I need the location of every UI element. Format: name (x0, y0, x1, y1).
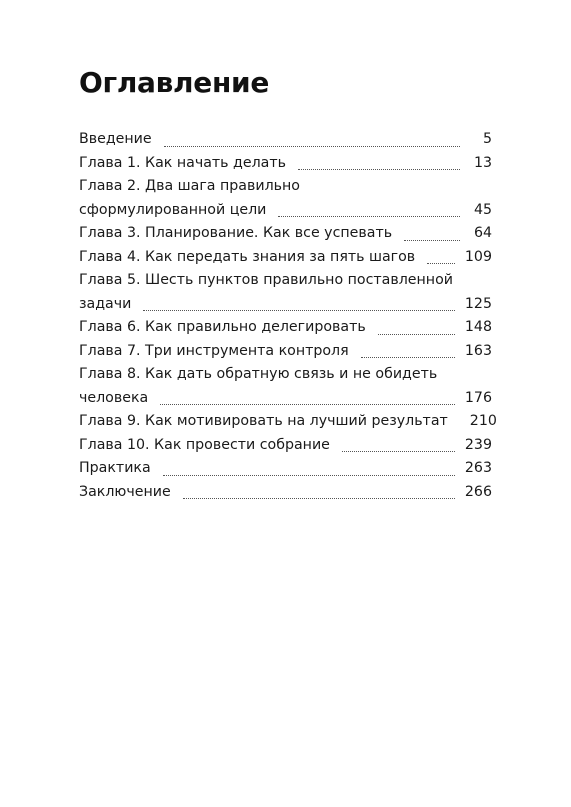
toc-page-number: 210 (469, 413, 497, 429)
toc-entry (79, 152, 492, 176)
dot-leader (163, 474, 455, 476)
toc-list (79, 128, 497, 504)
toc-entry-line (79, 293, 492, 317)
toc-entry-line (79, 340, 492, 364)
toc-title: Оглавление (79, 66, 270, 99)
dot-leader (160, 403, 455, 405)
toc-entry (79, 269, 492, 316)
toc-page-number: 176 (464, 389, 492, 406)
toc-entry-title: Глава 10. Как провести собрание (79, 436, 330, 453)
toc-entry-title: задачи (79, 295, 132, 312)
toc-entry-line (79, 434, 492, 458)
toc-entry (79, 457, 492, 481)
toc-entry (79, 246, 492, 270)
toc-page-number: 163 (464, 342, 492, 359)
toc-page-number: 239 (464, 436, 492, 453)
toc-page-number: 13 (473, 154, 492, 171)
toc-page-number: 45 (473, 201, 492, 218)
toc-page-number: 148 (464, 319, 492, 335)
toc-entry-line (79, 128, 492, 152)
toc-entry (79, 481, 492, 505)
toc-entry (79, 222, 492, 246)
toc-entry-title: Введение (79, 131, 152, 147)
toc-page-number: 64 (473, 225, 492, 241)
toc-entry (79, 363, 492, 410)
toc-page-number: 5 (482, 131, 492, 147)
toc-entry-line (79, 269, 492, 293)
toc-page-number: 109 (464, 248, 492, 265)
toc-entry-title: Глава 4. Как передать знания за пять шагов (79, 248, 416, 265)
toc-entry-line (79, 246, 492, 270)
toc-entry-title: Заключение (79, 483, 171, 500)
toc-entry (79, 128, 492, 152)
toc-entry (79, 340, 492, 364)
toc-page-number: 263 (464, 460, 492, 476)
dot-leader (361, 356, 455, 358)
toc-page-number: 125 (464, 295, 492, 312)
dot-leader (427, 262, 455, 264)
toc-entry-title: Глава 9. Как мотивировать на лучший результат (79, 413, 448, 429)
toc-entry (79, 175, 492, 222)
toc-entry (79, 434, 492, 458)
toc-entry-title: Глава 3. Планирование. Как все успевать (79, 225, 393, 241)
toc-entry-line (79, 363, 492, 387)
toc-entry-title: Глава 5. Шесть пунктов правильно поставленной (79, 272, 453, 288)
toc-entry-title: человека (79, 389, 149, 406)
toc-entry (79, 316, 492, 340)
toc-entry (79, 410, 497, 434)
toc-entry-line (79, 387, 492, 411)
toc-entry-title: Глава 8. Как дать обратную связь и не обидеть (79, 366, 438, 382)
dot-leader (143, 309, 455, 311)
toc-entry-line (79, 410, 497, 434)
dot-leader (164, 145, 460, 147)
toc-entry-line (79, 316, 492, 340)
toc-entry-title: Глава 1. Как начать делать (79, 154, 286, 171)
toc-entry-title: Глава 2. Два шага правильно (79, 178, 300, 194)
toc-entry-title: Практика (79, 460, 151, 476)
toc-page-number: 266 (464, 483, 492, 500)
dot-leader (342, 450, 455, 452)
dot-leader (378, 333, 455, 335)
dot-leader (298, 168, 460, 170)
dot-leader (404, 239, 460, 241)
toc-entry-title: Глава 6. Как правильно делегировать (79, 319, 366, 335)
toc-entry-line (79, 457, 492, 481)
toc-entry-title: Глава 7. Три инструмента контроля (79, 342, 349, 359)
toc-entry-line (79, 222, 492, 246)
toc-entry-line (79, 199, 492, 223)
toc-entry-line (79, 175, 492, 199)
toc-entry-title: сформулированной цели (79, 201, 267, 218)
toc-entry-line (79, 481, 492, 505)
dot-leader (278, 215, 460, 217)
dot-leader (183, 497, 455, 499)
toc-entry-line (79, 152, 492, 176)
